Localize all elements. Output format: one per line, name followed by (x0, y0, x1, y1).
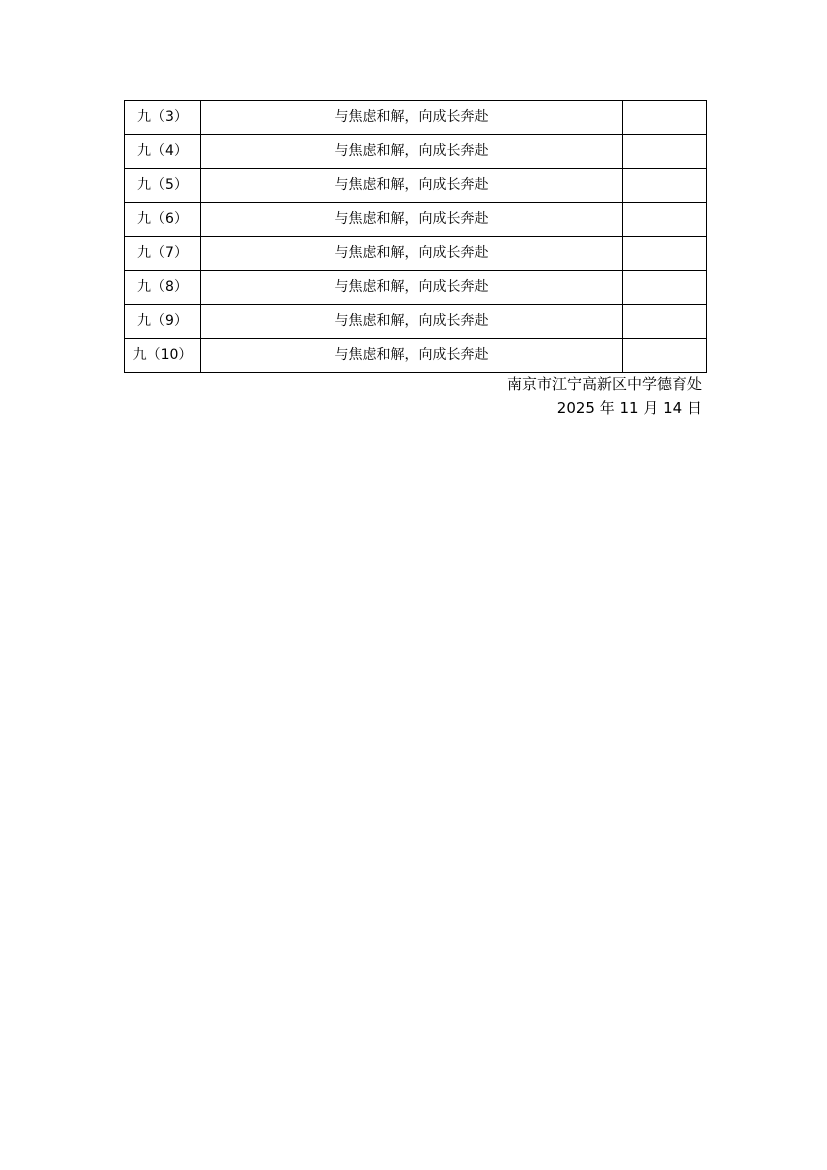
topic-cell: 与焦虑和解，向成长奔赴 (201, 237, 623, 271)
table-row (125, 135, 707, 169)
table-row (125, 305, 707, 339)
note-cell (623, 305, 707, 339)
table-row (125, 271, 707, 305)
table-body (125, 101, 707, 373)
table-row (125, 237, 707, 271)
note-cell (623, 339, 707, 373)
signature-date: 2025 年 11 月 14 日 (556, 399, 702, 417)
table-row (125, 203, 707, 237)
class-cell: 九（9） (125, 305, 201, 339)
topic-cell: 与焦虑和解，向成长奔赴 (201, 169, 623, 203)
class-cell: 九（5） (125, 169, 201, 203)
note-cell (623, 203, 707, 237)
note-cell (623, 271, 707, 305)
signature-organization: 南京市江宁高新区中学德育处 (503, 373, 702, 394)
class-cell: 九（6） (125, 203, 201, 237)
note-cell (623, 101, 707, 135)
topic-cell: 与焦虑和解，向成长奔赴 (201, 135, 623, 169)
note-cell (623, 169, 707, 203)
note-cell (623, 237, 707, 271)
class-cell: 九（7） (125, 237, 201, 271)
table-row (125, 169, 707, 203)
topic-cell: 与焦虑和解，向成长奔赴 (201, 271, 623, 305)
note-cell (623, 135, 707, 169)
topic-cell: 与焦虑和解，向成长奔赴 (201, 339, 623, 373)
table-row (125, 339, 707, 373)
table-row (125, 101, 707, 135)
class-cell: 九（10） (125, 339, 201, 373)
topic-cell: 与焦虑和解，向成长奔赴 (201, 203, 623, 237)
class-topic-table (124, 100, 707, 373)
topic-cell: 与焦虑和解，向成长奔赴 (201, 305, 623, 339)
topic-cell: 与焦虑和解，向成长奔赴 (201, 101, 623, 135)
class-cell: 九（4） (125, 135, 201, 169)
class-cell: 九（3） (125, 101, 201, 135)
class-cell: 九（8） (125, 271, 201, 305)
